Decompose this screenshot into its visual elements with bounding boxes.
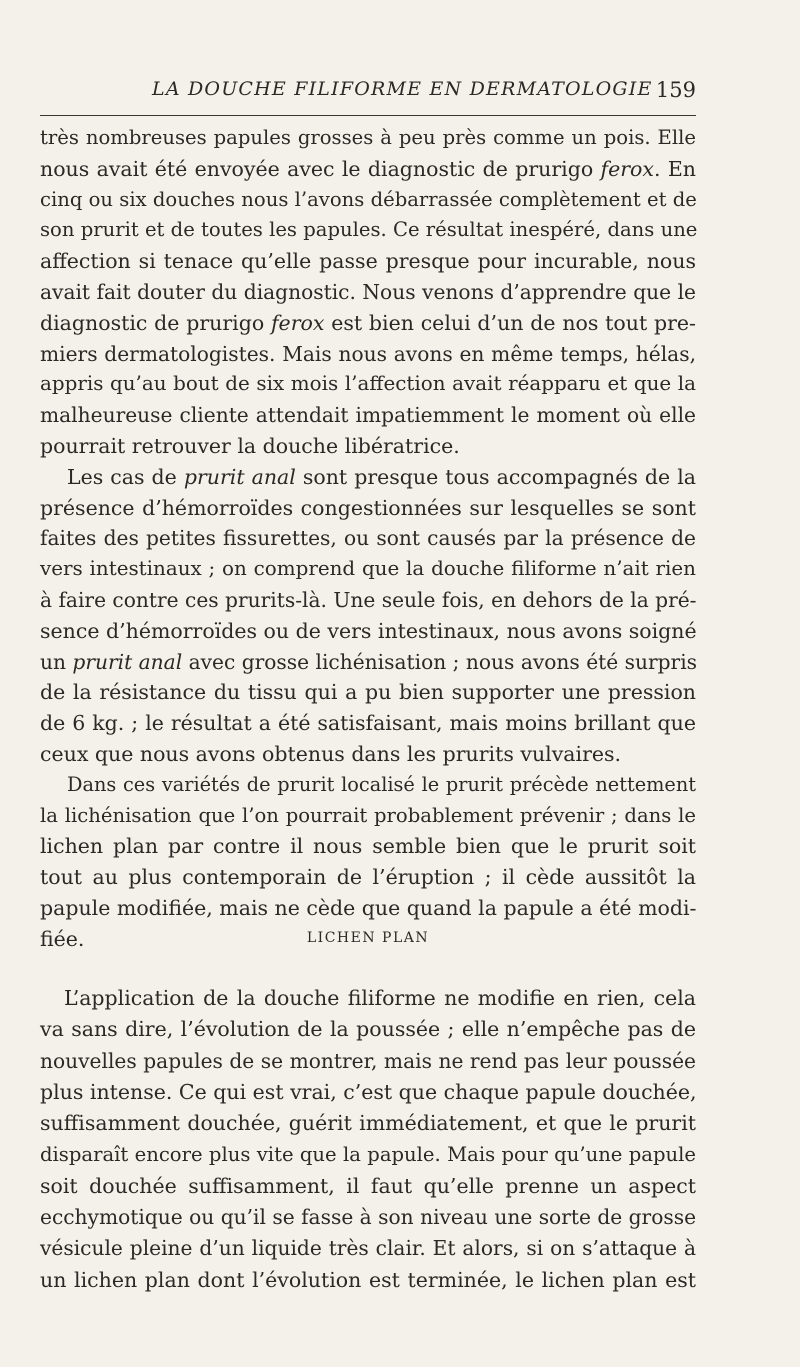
text-line: disparaît encore plus vite que la papule. Mais pour qu’une papule: [40, 1143, 696, 1167]
text-line: nous avait été envoyée avec le diagnostic de prurigo ferox. En: [40, 156, 697, 181]
text-line: de 6 kg. ; le résultat a été satisfaisant, mais moins brillant que: [40, 711, 696, 736]
text-line: vésicule pleine d’un liquide très clair. Et alors, si on s’attaque à: [40, 1236, 696, 1261]
text-line: faites des petites fissurettes, ou sont causés par la présence de: [40, 526, 696, 551]
text-line: miers dermatologistes. Mais nous avons en même temps, hélas,: [40, 341, 696, 366]
text-line: soit douchée suffisamment, il faut qu’elle prenne un aspect: [40, 1173, 696, 1198]
text-line: L’application de la douche filiforme ne modifie en rien, cela: [64, 986, 696, 1010]
text-line: Dans ces variétés de prurit localisé le prurit précède nettement: [67, 772, 696, 796]
text-line: tout au plus contemporain de l’éruption ; il cède aussitôt la: [40, 865, 696, 890]
text-line: va sans dire, l’évolution de la poussée ; elle n’empêche pas de: [40, 1017, 696, 1042]
text-line: ceux que nous avons obtenus dans les prurits vulvaires.: [40, 741, 622, 766]
header-rule: [40, 115, 696, 116]
text-line: plus intense. Ce qui est vrai, c’est que chaque papule douchée,: [40, 1079, 697, 1104]
running-title: LA DOUCHE FILIFORME EN DERMATOLOGIE: [152, 78, 653, 100]
text-line: nouvelles papules de se montrer, mais ne rend pas leur poussée: [40, 1048, 696, 1073]
text-line: cinq ou six douches nous l’avons débarrassée complètement et de: [40, 187, 697, 211]
text-line: son prurit et de toutes les papules. Ce résultat inespéré, dans une: [40, 218, 698, 242]
text-line: appris qu’au bout de six mois l’affection avait réapparu et que la: [40, 372, 696, 396]
text-line: suffisamment douchée, guérit immédiatement, et que le prurit: [40, 1111, 696, 1136]
text-line: fiée.: [40, 926, 85, 951]
text-line: Les cas de prurit anal sont presque tous accompagnés de la: [67, 464, 696, 489]
text-line: avait fait douter du diagnostic. Nous venons d’apprendre que le: [40, 279, 696, 304]
text-line: diagnostic de prurigo ferox est bien celui d’un de nos tout pre-: [40, 310, 696, 335]
section-title: LICHEN PLAN: [306, 930, 430, 946]
text-line: sence d’hémorroïdes ou de vers intestinaux, nous avons soigné: [40, 618, 697, 643]
text-line: pourrait retrouver la douche libératrice.: [40, 433, 460, 458]
text-line: présence d’hémorroïdes congestionnées sur lesquelles se sont: [40, 495, 696, 520]
page-header: [40, 76, 696, 106]
text-line: très nombreuses papules grosses à peu près comme un pois. Elle: [40, 126, 696, 149]
text-line: lichen plan par contre il nous semble bien que le prurit soit: [40, 834, 696, 859]
text-line: malheureuse cliente attendait impatiemment le moment où elle: [40, 403, 696, 428]
text-line: papule modifiée, mais ne cède que quand la papule a été modi-: [40, 895, 697, 920]
text-line: ecchymotique ou qu’il se fasse à son niveau une sorte de grosse: [40, 1205, 697, 1230]
page-number: 159: [655, 78, 696, 102]
body-text-before: [40, 123, 696, 955]
text-line: vers intestinaux ; on comprend que la douche filiforme n’ait rien: [40, 557, 696, 581]
body-text-after: [40, 983, 696, 1296]
text-line: à faire contre ces prurits-là. Une seule fois, en dehors de la pré-: [40, 587, 697, 612]
text-line: la lichénisation que l’on pourrait probablement prévenir ; dans le: [40, 803, 696, 827]
text-line: un prurit anal avec grosse lichénisation ; nous avons été surpris: [40, 649, 698, 674]
text-line: un lichen plan dont l’évolution est terminée, le lichen plan est: [40, 1267, 696, 1292]
text-line: de la résistance du tissu qui a pu bien supporter une pression: [40, 680, 696, 705]
text-line: affection si tenace qu’elle passe presque pour incurable, nous: [40, 249, 696, 274]
